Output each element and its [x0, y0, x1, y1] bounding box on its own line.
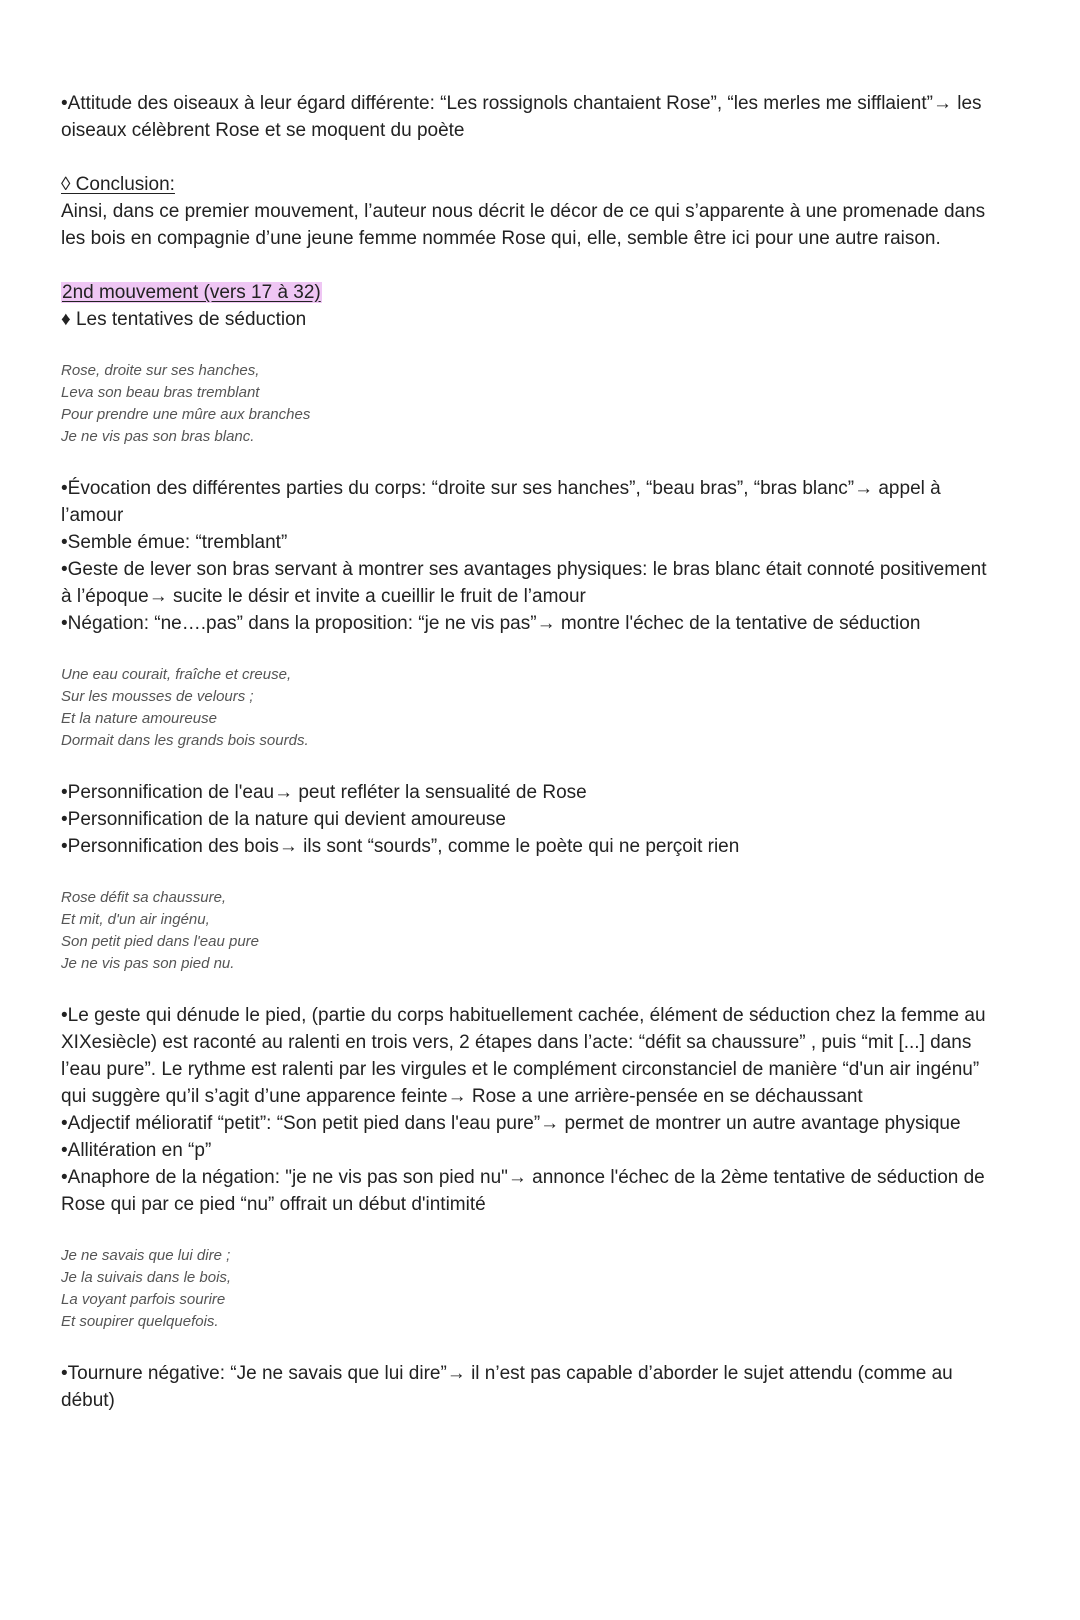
verse-line: Pour prendre une mûre aux branches: [61, 406, 311, 423]
verse-line: Je la suivais dans le bois,: [61, 1269, 232, 1286]
analysis-3: [61, 1002, 991, 1218]
spacer: [61, 252, 991, 279]
analysis-bullet: •Le geste qui dénude le pied, (partie du corps habituellement cachée, élément de séduction chez la femme au XIXesiècle) est raconté au ralenti en trois vers, 2 étapes dans l’acte: “défit sa chaussure” , puis “mit [...] dans l’eau pure”. Le rythme est ralenti par les virgules et le complément circonstanciel de manière “d'un air ingénu” qui suggère qu’il s’agit d’une apparence feinte→ Rose a une arrière-pensée en se déchaussant: [61, 1005, 986, 1107]
verse-line: Rose, droite sur ses hanches,: [61, 362, 260, 379]
stanza-3: [61, 887, 991, 975]
movement-title-line: [61, 279, 991, 306]
stanza-1: [61, 360, 991, 448]
verse-line: Son petit pied dans l'eau pure: [61, 933, 260, 950]
analysis-bullet: •Adjectif mélioratif “petit”: “Son petit pied dans l'eau pure”→ permet de montrer un autre avantage physique: [61, 1113, 961, 1134]
analysis-bullet: •Évocation des différentes parties du corps: “droite sur ses hanches”, “beau bras”, “bras blanc”→ appel à l’amour: [61, 478, 941, 526]
verse-line: Je ne vis pas son pied nu.: [61, 955, 235, 972]
spacer: [61, 637, 991, 664]
analysis-bullet: •Personnification de l'eau→ peut refléter la sensualité de Rose: [61, 782, 587, 803]
verse-line: Rose défit sa chaussure,: [61, 889, 227, 906]
analysis-bullet: •Geste de lever son bras servant à montrer ses avantages physiques: le bras blanc était connoté positivement à l’époque→ sucite le désir et invite a cueillir le fruit de l’amour: [61, 559, 987, 607]
verse-line: Je ne vis pas son bras blanc.: [61, 428, 255, 445]
analysis-bullet: •Personnification des bois→ ils sont “sourds”, comme le poète qui ne perçoit rien: [61, 836, 740, 857]
conclusion-heading: ◊ Conclusion:: [61, 174, 175, 195]
analysis-bullet: •Semble émue: “tremblant”: [61, 532, 288, 553]
verse-line: Et mit, d'un air ingénu,: [61, 911, 210, 928]
spacer: [61, 975, 991, 1002]
paragraph-birds: •Attitude des oiseaux à leur égard différente: “Les rossignols chantaient Rose”, “les merles me sifflaient”→ les oiseaux célèbrent Rose et se moquent du poète: [61, 93, 982, 141]
verse-line: Une eau courait, fraîche et creuse,: [61, 666, 292, 683]
analysis-bullet: •Tournure négative: “Je ne savais que lui dire”→ il n’est pas capable d’aborder le sujet attendu (comme au début): [61, 1363, 953, 1411]
spacer: [61, 1333, 991, 1360]
analysis-4: [61, 1360, 991, 1414]
analysis-1: [61, 475, 991, 637]
conclusion-text: Ainsi, dans ce premier mouvement, l’auteur nous décrit le décor de ce qui s’apparente à une promenade dans les bois en compagnie d’une jeune femme nommée Rose qui, elle, semble être ici pour une autre raison.: [61, 201, 986, 249]
analysis-2: [61, 779, 991, 860]
verse-line: La voyant parfois sourire: [61, 1291, 226, 1308]
spacer: [61, 860, 991, 887]
analysis-bullet: •Anaphore de la négation: "je ne vis pas son pied nu"→ annonce l'échec de la 2ème tentative de séduction de Rose qui par ce pied “nu” offrait un début d'intimité: [61, 1167, 985, 1215]
verse-line: Sur les mousses de velours ;: [61, 688, 254, 705]
spacer: [61, 448, 991, 475]
verse-line: Leva son beau bras tremblant: [61, 384, 260, 401]
verse-line: Dormait dans les grands bois sourds.: [61, 732, 309, 749]
spacer: [61, 752, 991, 779]
stanza-4: [61, 1245, 991, 1333]
analysis-bullet: •Personnification de la nature qui devient amoureuse: [61, 809, 506, 830]
verse-line: Je ne savais que lui dire ;: [61, 1247, 231, 1264]
verse-line: Et la nature amoureuse: [61, 710, 217, 727]
spacer: [61, 1218, 991, 1245]
spacer: [61, 333, 991, 360]
spacer: [61, 144, 991, 171]
analysis-bullet: •Allitération en “p”: [61, 1140, 212, 1161]
movement-title: 2nd mouvement (vers 17 à 32): [62, 282, 321, 303]
document-page: [61, 90, 991, 1414]
stanza-2: [61, 664, 991, 752]
movement-subtitle: ♦ Les tentatives de séduction: [61, 309, 307, 330]
verse-line: Et soupirer quelquefois.: [61, 1313, 219, 1330]
analysis-bullet: •Négation: “ne….pas” dans la proposition: “je ne vis pas”→ montre l'échec de la tentative de séduction: [61, 613, 921, 634]
